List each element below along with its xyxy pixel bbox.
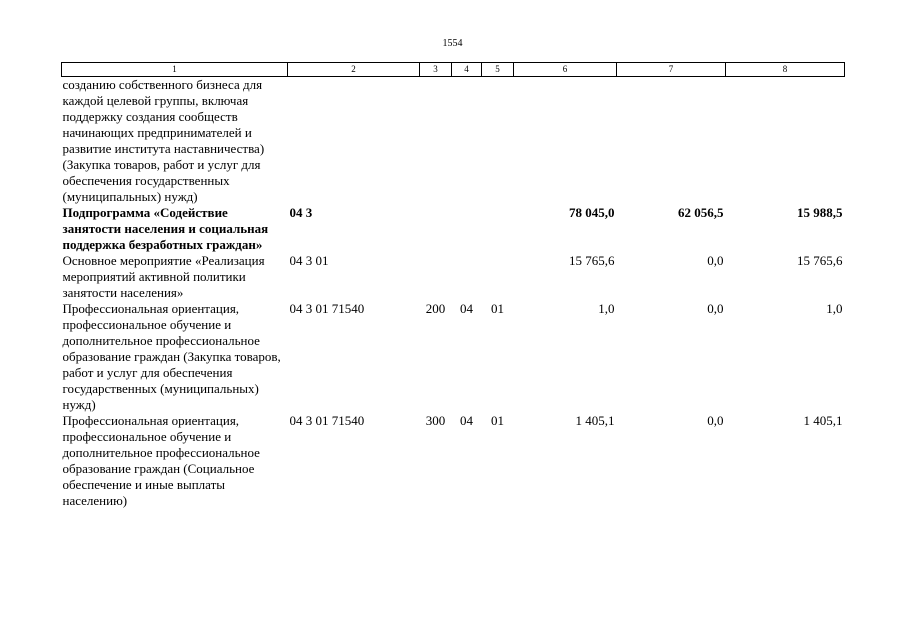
row-pr: 01: [491, 413, 504, 428]
row-rz: [452, 77, 482, 206]
row-name: Подпрограмма «Содействие занятости населения и социальная поддержка безработных граждан»: [62, 205, 269, 252]
row-name: Основное мероприятие «Реализация мероприятий активной политики занятости населения»: [62, 253, 265, 300]
row-rz: [452, 205, 482, 253]
row-vr: 200: [425, 301, 446, 316]
row-code: 04 3 01: [289, 253, 329, 268]
row-value-8: 1 405,1: [803, 413, 843, 428]
row-vr: 300: [425, 413, 446, 428]
row-pr: [482, 253, 514, 301]
row-name: созданию собственного бизнеса для каждой целевой группы, включая поддержку создания сообществ начинающих предпринимателей и развитие института наставничества) (Закупка товаров, работ и услуг для обеспечения государственных (муниципальных) нужд): [62, 77, 265, 204]
row-value-7: 0,0: [707, 301, 724, 316]
column-header-6: 6: [514, 63, 617, 77]
column-number-header-row: [62, 63, 845, 77]
column-header-1: 1: [62, 63, 288, 77]
row-rz: 04: [460, 301, 473, 316]
table-row: [62, 301, 845, 413]
row-value-6: 1,0: [598, 301, 615, 316]
column-header-8: 8: [726, 63, 845, 77]
page-number: 1554: [442, 38, 463, 49]
row-value-8: 1,0: [826, 301, 843, 316]
row-code: [288, 77, 420, 206]
row-vr: [420, 77, 452, 206]
row-code: 04 3 01 71540: [289, 301, 365, 316]
column-header-5: 5: [482, 63, 514, 77]
row-rz: 04: [460, 413, 473, 428]
table-row: [62, 413, 845, 509]
column-header-4: 4: [452, 63, 482, 77]
row-value-6: 15 765,6: [569, 253, 615, 268]
column-header-7: 7: [617, 63, 726, 77]
row-name: Профессиональная ориентация, профессиональное обучение и дополнительное профессиональное образование граждан (Социальное обеспечение и иные выплаты населению): [62, 413, 260, 508]
row-value-7: 0,0: [707, 253, 724, 268]
row-name: Профессиональная ориентация, профессиональное обучение и дополнительное профессиональное образование граждан (Закупка товаров, работ и услуг для обеспечения государственных (муниципальных) нужд): [62, 301, 281, 412]
row-value-8: [726, 77, 845, 206]
row-value-7: [617, 77, 726, 206]
table-row: [62, 77, 845, 206]
row-value-6: 1 405,1: [575, 413, 615, 428]
row-value-6: [514, 77, 617, 206]
table-row: [62, 253, 845, 301]
row-value-6: 78 045,0: [569, 205, 615, 220]
row-value-7: 0,0: [707, 413, 724, 428]
budget-table: [61, 62, 845, 509]
row-code: 04 3 01 71540: [289, 413, 365, 428]
column-header-2: 2: [288, 63, 420, 77]
row-value-8: 15 988,5: [797, 205, 843, 220]
row-pr: [482, 77, 514, 206]
table-row: [62, 205, 845, 253]
row-value-7: 62 056,5: [678, 205, 724, 220]
column-header-3: 3: [420, 63, 452, 77]
row-vr: [420, 205, 452, 253]
row-code: 04 3: [289, 205, 313, 220]
row-rz: [452, 253, 482, 301]
row-vr: [420, 253, 452, 301]
row-pr: [482, 205, 514, 253]
row-pr: 01: [491, 301, 504, 316]
row-value-8: 15 765,6: [797, 253, 843, 268]
